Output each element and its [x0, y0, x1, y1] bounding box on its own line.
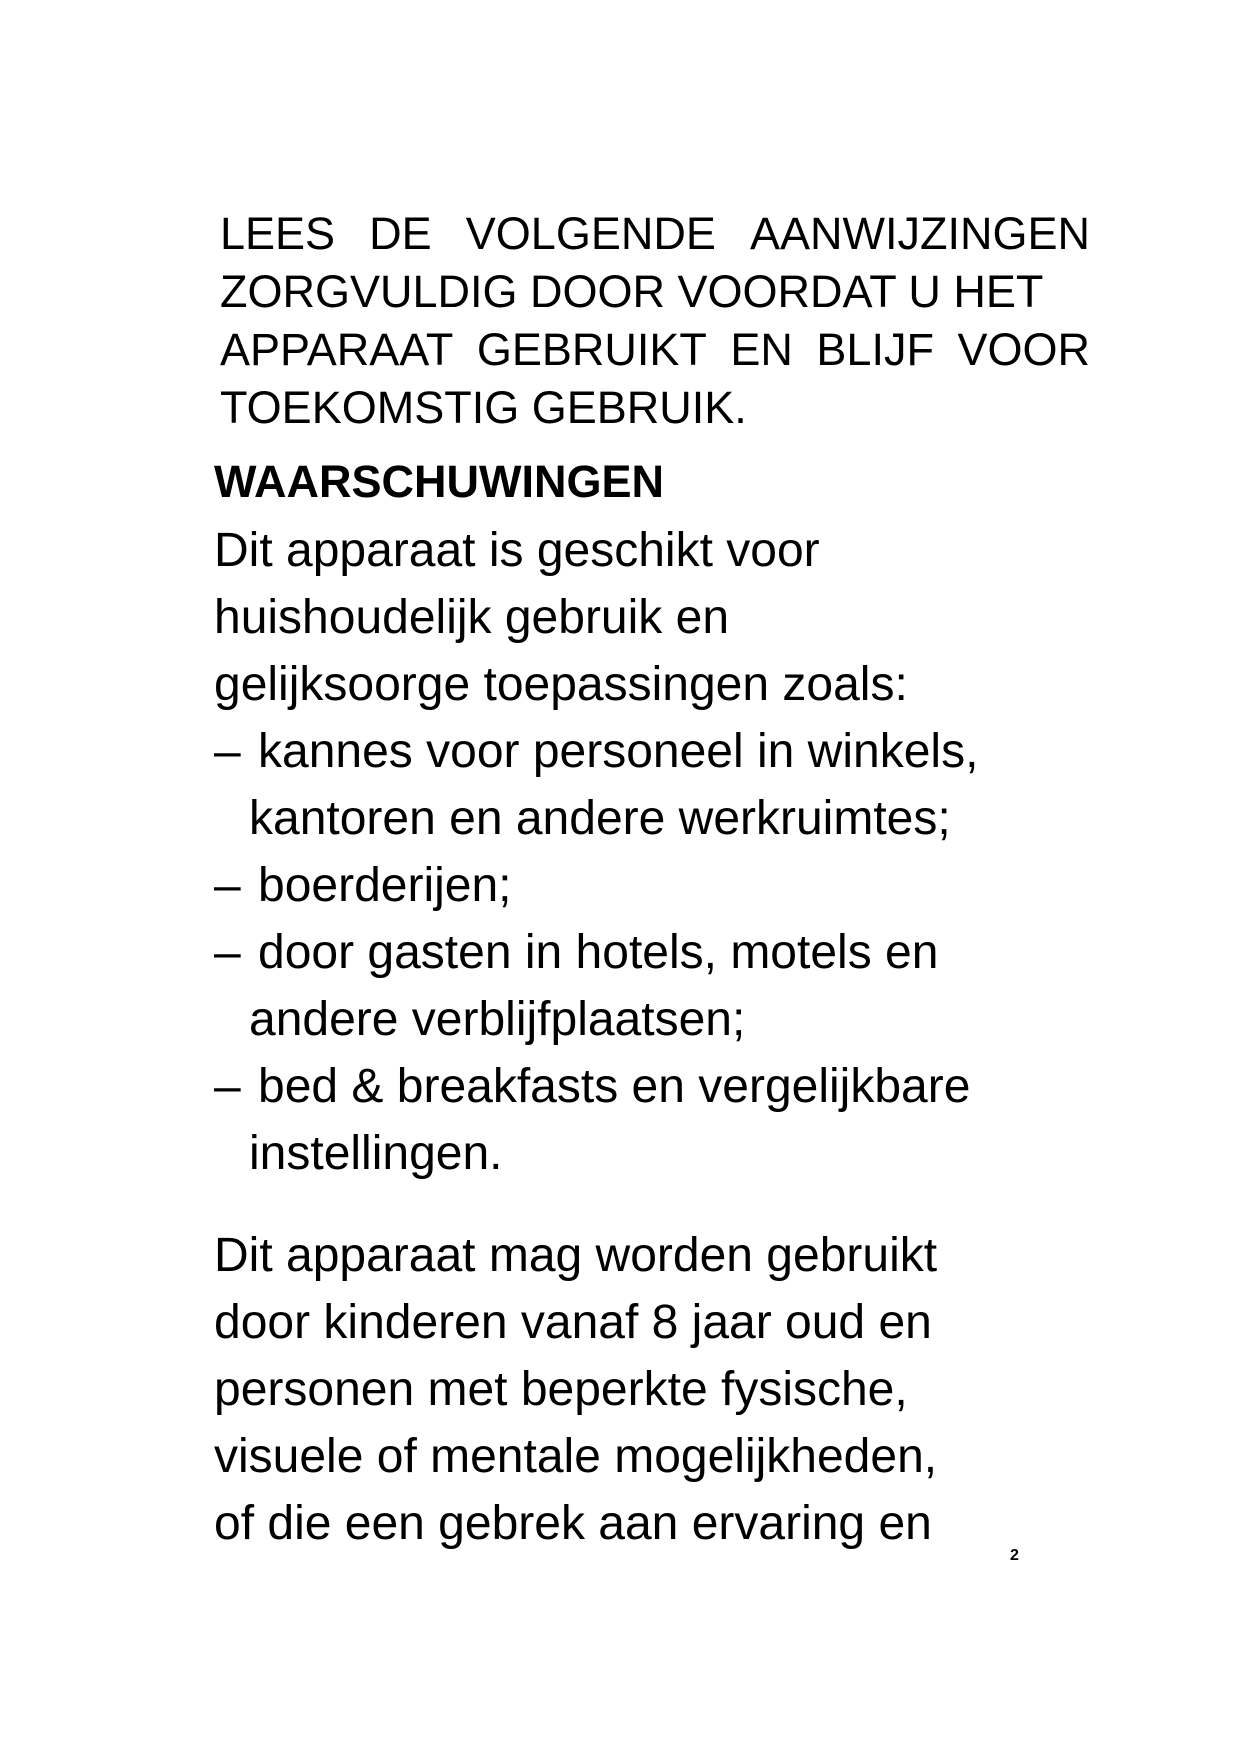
list-item-text: bed & breakfasts en vergelijkbare: [258, 1060, 971, 1113]
paragraph-line: Dit apparaat mag worden gebruikt: [214, 1229, 938, 1282]
notice-word: AANWIJZINGEN: [749, 208, 1090, 259]
notice-word: APPARAAT: [220, 324, 454, 375]
paragraph-line: door kinderen vanaf 8 jaar oud en: [214, 1296, 932, 1349]
paragraph-line: Dit apparaat is geschikt voor: [214, 524, 820, 577]
paragraph-line: gelijksoorge toepassingen zoals:: [214, 658, 908, 711]
paragraph-line: visuele of mentale mogelijkheden,: [214, 1430, 938, 1483]
list-item-text: door gasten in hotels, motels en: [258, 926, 939, 979]
list-item: [214, 718, 1134, 852]
notice-word: LEES: [220, 208, 336, 259]
dash-marker: –: [214, 926, 241, 979]
notice-line-4: TOEKOMSTIG GEBRUIK.: [220, 382, 747, 433]
notice-word: DE: [369, 208, 432, 259]
safety-notice: [220, 205, 1090, 437]
paragraph-line: huishoudelijk gebruik en: [214, 591, 730, 644]
notice-line-2: ZORGVULDIG DOOR VOORDAT U HET: [220, 266, 1044, 317]
list-item-text: boerderijen;: [258, 859, 512, 912]
list-item-continuation: instellingen.: [249, 1127, 503, 1180]
notice-line-3: [220, 321, 1090, 379]
usage-list: [214, 718, 1134, 1187]
list-item: [214, 852, 1134, 919]
paragraph-line: personen met beperkte fysische,: [214, 1363, 908, 1416]
list-item: [214, 1053, 1134, 1187]
list-item-continuation: andere verblijfplaatsen;: [249, 993, 746, 1046]
list-item: [214, 919, 1134, 1053]
paragraph-line: of die een gebrek aan ervaring en: [214, 1497, 932, 1550]
page-number: 2: [1010, 1547, 1019, 1564]
notice-line-1: [220, 205, 1090, 263]
notice-word: GEBRUIKT: [476, 324, 707, 375]
dash-marker: –: [214, 859, 241, 912]
dash-marker: –: [214, 1060, 241, 1113]
list-item-continuation: kantoren en andere werkruimtes;: [249, 792, 951, 845]
section-heading: WAARSCHUWINGEN: [214, 456, 664, 507]
notice-word: BLIJF: [816, 324, 934, 375]
notice-word: VOOR: [957, 324, 1090, 375]
children-paragraph: [214, 1222, 1134, 1557]
list-item-text: kannes voor personeel in winkels,: [258, 725, 979, 778]
notice-word: VOLGENDE: [465, 208, 716, 259]
notice-word: EN: [730, 324, 793, 375]
intro-paragraph: [214, 517, 1134, 718]
dash-marker: –: [214, 725, 241, 778]
